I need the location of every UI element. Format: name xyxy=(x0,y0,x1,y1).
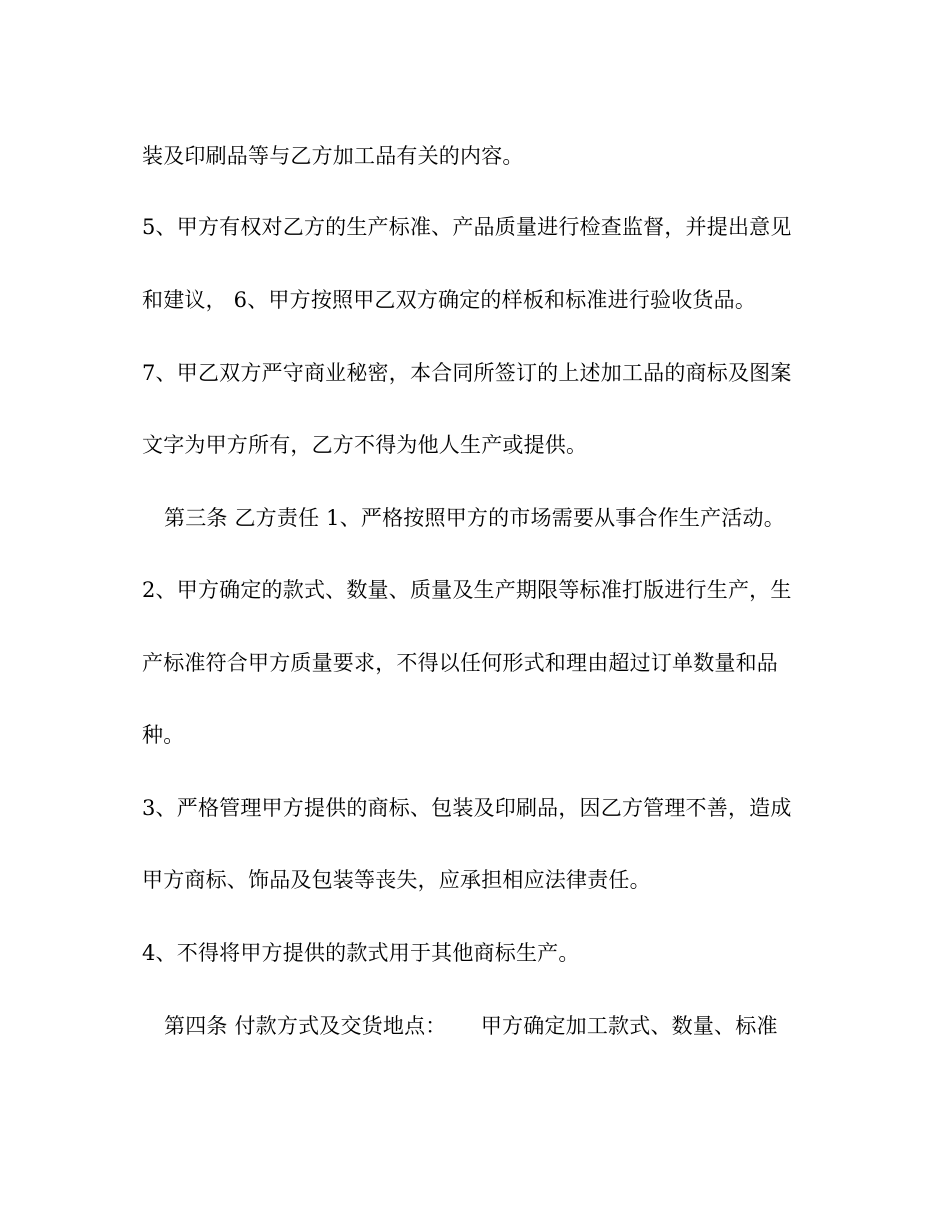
text-line-2: 5、甲方有权对乙方的生产标准、产品质量进行检查监督，并提出意见 xyxy=(142,215,792,239)
text-line-4: 7、甲乙双方严守商业秘密，本合同所签订的上述加工品的商标及图案 xyxy=(142,361,792,385)
text-line-1: 装及印刷品等与乙方加工品有关的内容。 xyxy=(142,144,524,168)
text-line-9: 种。 xyxy=(142,723,185,747)
text-line-7: 2、甲方确定的款式、数量、质量及生产期限等标准打版进行生产，生 xyxy=(142,578,792,602)
section-heading-3: 第三条 乙方责任 1、严格按照甲方的市场需要从事合作生产活动。 xyxy=(164,506,785,530)
text-line-3: 和建议， 6、甲方按照甲乙双方确定的样板和标准进行验收货品。 xyxy=(142,288,757,312)
section-heading-4: 第四条 付款方式及交货地点： 甲方确定加工款式、数量、标准 xyxy=(164,1014,778,1038)
text-line-5: 文字为甲方所有，乙方不得为他人生产或提供。 xyxy=(142,433,588,457)
text-line-12: 4、不得将甲方提供的款式用于其他商标生产。 xyxy=(142,941,580,965)
text-line-8: 产标准符合甲方质量要求，不得以任何形式和理由超过订单数量和品 xyxy=(142,651,778,675)
text-line-10: 3、严格管理甲方提供的商标、包装及印刷品，因乙方管理不善，造成 xyxy=(142,796,792,820)
text-line-11: 甲方商标、饰品及包装等丧失，应承担相应法律责任。 xyxy=(142,868,651,892)
